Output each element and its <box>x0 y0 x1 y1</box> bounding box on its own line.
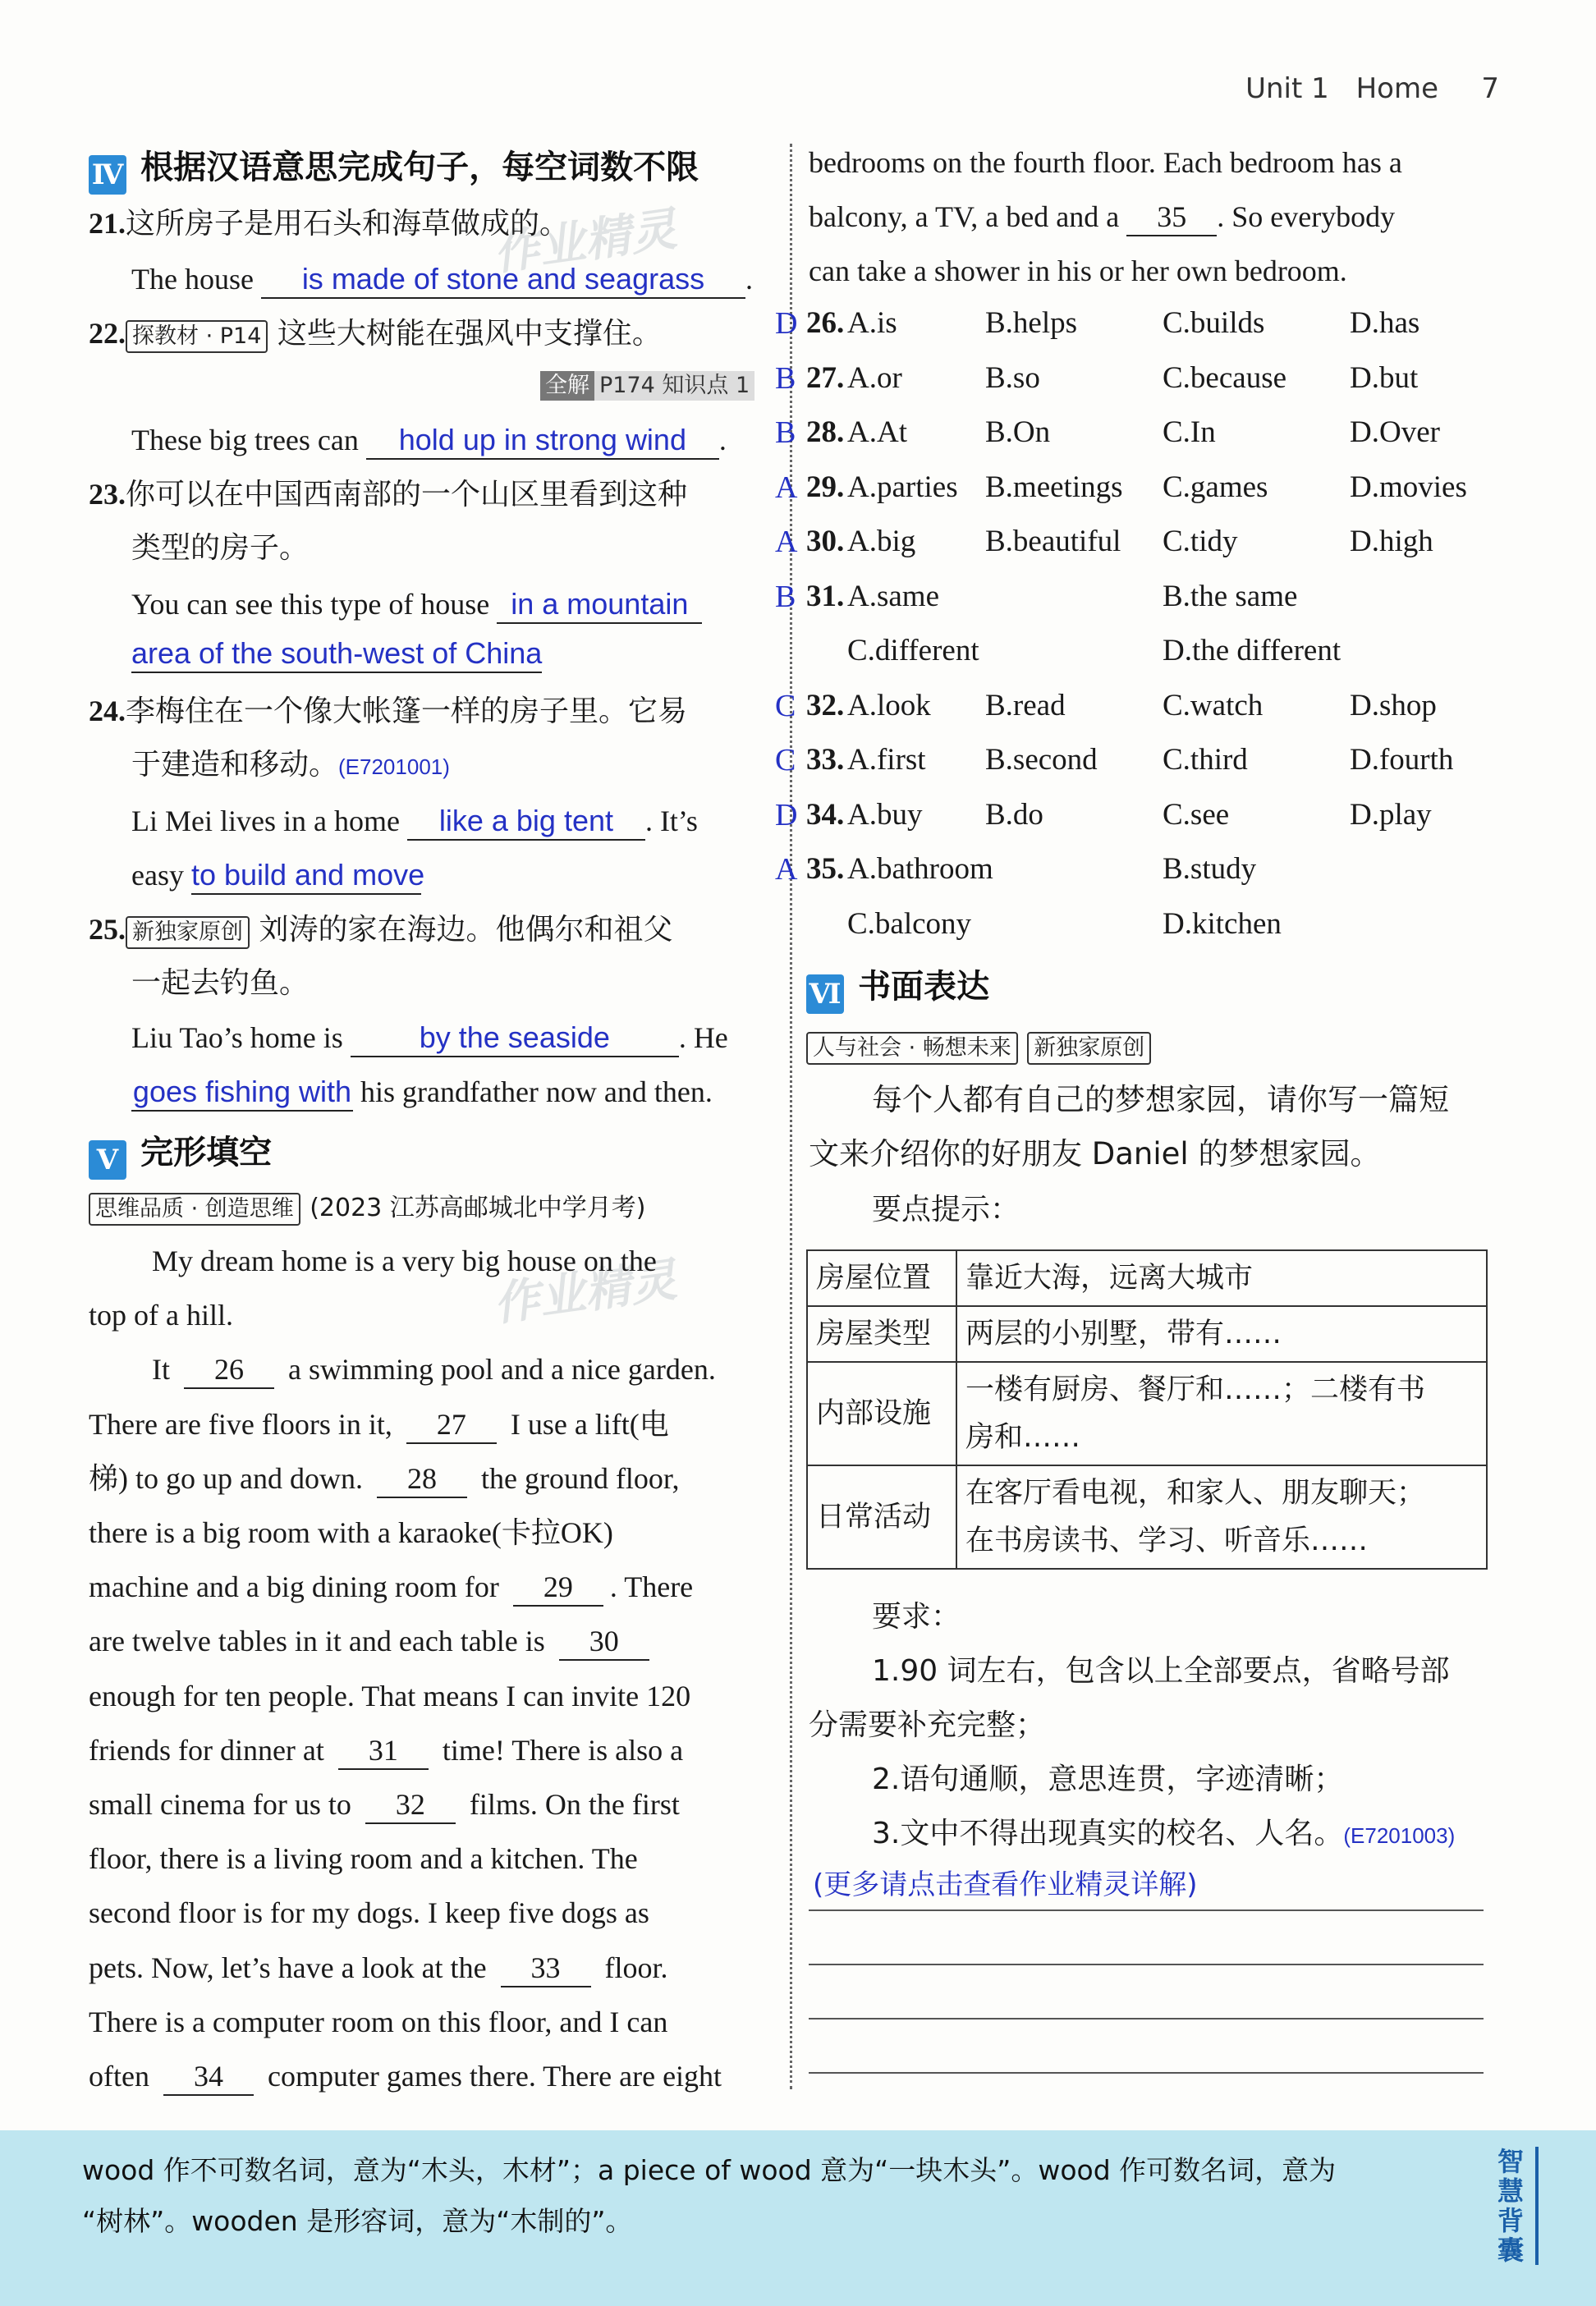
q23-sentence-cont <box>131 634 542 673</box>
q21-num: 21. <box>89 207 126 240</box>
option-a[interactable]: A.big <box>847 525 916 558</box>
question-number: 32. <box>806 688 845 722</box>
question-number: 26. <box>806 306 845 340</box>
q22-blank[interactable] <box>366 422 719 460</box>
q24-num: 24. <box>89 695 126 727</box>
passage-line: machine and a big dining room for 29 . There <box>89 1567 693 1607</box>
passage-line: are twelve tables in it and each table is 30 <box>89 1621 656 1661</box>
option-a[interactable]: A.bathroom <box>847 852 993 886</box>
option-d[interactable]: D.play <box>1350 797 1432 832</box>
option-c[interactable]: C.different <box>847 634 979 667</box>
unit-label: Unit 1 <box>1245 72 1329 105</box>
tip-label: 智慧背囊 <box>1493 2147 1539 2265</box>
q25-answer1: by the seaside <box>419 1020 610 1054</box>
requirement-3 <box>872 1814 1455 1855</box>
q24-sentence-cont <box>131 855 425 895</box>
option-b[interactable]: B.read <box>985 688 1066 722</box>
blank-33[interactable]: 33 <box>501 1950 591 1987</box>
option-c[interactable]: C.third <box>1163 743 1248 777</box>
passage-line: top of a hill. <box>89 1299 233 1332</box>
q21-post: . <box>745 263 753 296</box>
table-row <box>807 1362 1487 1465</box>
option-c[interactable]: C.In <box>1163 415 1216 449</box>
option-a[interactable]: A.buy <box>847 797 923 832</box>
blank-27[interactable]: 27 <box>406 1406 497 1444</box>
watermark: 作业精灵 <box>490 1253 681 1332</box>
q24-answer1: like a big tent <box>438 804 613 837</box>
table-key: 内部设施 <box>807 1362 956 1465</box>
option-b[interactable]: B.do <box>985 797 1043 832</box>
question-number: 28. <box>806 415 845 449</box>
q21-sentence <box>131 259 753 299</box>
option-d[interactable]: D.but <box>1350 360 1419 395</box>
points-table <box>806 1249 1488 1570</box>
blank-34[interactable]: 34 <box>163 2058 254 2096</box>
q24-pre: Li Mei lives in a home <box>131 805 400 837</box>
more-details-link[interactable]: (更多请点击查看作业精灵详解) <box>813 1868 1198 1901</box>
q25-num: 25. <box>89 913 126 946</box>
option-c[interactable]: C.watch <box>1163 688 1264 722</box>
section5-badge: Ⅴ <box>89 1140 126 1180</box>
section6-heading <box>806 960 989 1014</box>
section6-badge: Ⅵ <box>806 974 844 1014</box>
section6-tag1: 人与社会 · 畅想未来 <box>806 1032 1018 1065</box>
option-c[interactable]: C.tidy <box>1163 525 1238 558</box>
q23-answer2: area of the south-west of China <box>131 636 543 670</box>
q24-zh1: 李梅住在一个像大帐篷一样的房子里。它易 <box>126 695 688 728</box>
section4-badge: Ⅳ <box>89 155 126 195</box>
option-a[interactable]: A.same <box>847 579 939 613</box>
answer-letter: B <box>775 415 796 450</box>
q24-question <box>89 691 687 731</box>
table-value: 两层的小别墅，带有…… <box>956 1306 1487 1362</box>
question-number: 35. <box>806 852 845 886</box>
option-b[interactable]: B.helps <box>985 306 1078 340</box>
q25-tag: 新独家原创 <box>126 916 250 949</box>
passage-line: floor, there is a living room and a kitchen. The <box>89 1842 638 1876</box>
q25-sentence <box>131 1018 728 1057</box>
answer-letter: D <box>775 797 798 832</box>
requirement-3-text: 3.文中不得出现真实的校名、人名。 <box>872 1817 1344 1850</box>
q23-sentence <box>131 585 702 624</box>
q25-zh-cont: 一起去钓鱼。 <box>131 966 310 1000</box>
section6-tags <box>806 1026 1151 1066</box>
passage-line: small cinema for us to 32 films. On the first <box>89 1785 680 1824</box>
option-b[interactable]: B.On <box>985 415 1051 449</box>
q25-question <box>89 910 672 950</box>
passage-line: There are five floors in it, 27 I use a lift(电 <box>89 1405 669 1444</box>
writing-line[interactable] <box>809 1964 1484 1965</box>
q24-zh-cont <box>131 745 450 786</box>
writing-line[interactable] <box>809 2072 1484 2074</box>
question-number: 27. <box>806 360 845 395</box>
q23-pre: You can see this type of house <box>131 588 490 621</box>
q21-pre: The house <box>131 263 254 296</box>
table-value: 靠近大海，远离大城市 <box>956 1250 1487 1306</box>
tip-text <box>82 2145 1412 2247</box>
answer-letter: C <box>775 688 796 723</box>
q24-sentence <box>131 801 698 841</box>
option-b[interactable]: B.so <box>985 360 1040 395</box>
passage-cont-2-post: . So everybody <box>1217 200 1396 233</box>
section5-source <box>89 1187 646 1228</box>
option-a[interactable]: A.parties <box>847 470 958 504</box>
section4-heading <box>89 141 699 195</box>
question-number: 29. <box>806 470 845 504</box>
requirement-3-code: (E7201003) <box>1343 1823 1456 1848</box>
q24-code: (E7201001) <box>338 754 450 779</box>
q24-zh2: 于建造和移动。 <box>131 748 339 782</box>
table-row <box>807 1250 1487 1306</box>
q25-blank1[interactable] <box>351 1020 679 1057</box>
q23-question <box>89 474 687 515</box>
option-b[interactable]: B.beautiful <box>985 525 1121 558</box>
q22-num: 22. <box>89 317 126 350</box>
q21-answer: is made of stone and seagrass <box>301 262 705 296</box>
option-c[interactable]: C.see <box>1163 797 1230 832</box>
option-a[interactable]: A.At <box>847 415 907 449</box>
passage-cont-2-pre: balcony, a TV, a bed and a <box>809 200 1120 233</box>
section5-title: 完形填空 <box>140 1134 273 1171</box>
option-c[interactable]: C.balcony <box>847 906 972 941</box>
option-a[interactable]: A.first <box>847 743 926 777</box>
option-d[interactable]: D.movies <box>1350 470 1467 504</box>
q22-ref <box>540 371 754 401</box>
q23-blank2[interactable] <box>131 635 542 673</box>
q25-zh1: 刘涛的家在海边。他偶尔和祖父 <box>259 913 673 947</box>
q25-mid: . He <box>678 1021 728 1054</box>
tip-line-2: “树林”。wooden 是形容词，意为“木制的”。 <box>82 2205 633 2237</box>
blank-30[interactable]: 30 <box>559 1623 649 1661</box>
answer-letter: B <box>775 579 796 614</box>
q22-pre: These big trees can <box>131 424 359 456</box>
option-d[interactable]: D.kitchen <box>1163 906 1282 941</box>
q21-question <box>89 204 569 244</box>
option-c[interactable]: C.builds <box>1163 306 1265 340</box>
passage-cont-1: bedrooms on the fourth floor. Each bedroom has a <box>809 146 1402 179</box>
answer-letter: C <box>775 743 796 777</box>
answer-letter: A <box>775 470 798 505</box>
prompt-line-1: 每个人都有自己的梦想家园，请你写一篇短 <box>872 1082 1449 1117</box>
answer-letter: B <box>775 360 796 396</box>
option-d[interactable]: D.shop <box>1350 688 1437 722</box>
page-number: 7 <box>1481 72 1499 105</box>
requirements-label: 要求： <box>872 1600 961 1634</box>
option-a[interactable]: A.look <box>847 688 931 722</box>
question-number: 31. <box>806 579 845 613</box>
q22-sentence <box>131 420 727 460</box>
option-d[interactable]: D.fourth <box>1350 743 1454 777</box>
section5-source-text: (2023 江苏高邮城北中学月考) <box>310 1194 646 1222</box>
q23-blank1[interactable] <box>497 586 702 624</box>
q22-tag: 探教材 · P14 <box>126 320 268 353</box>
q24-blank2[interactable] <box>190 857 425 895</box>
option-b[interactable]: B.meetings <box>985 470 1123 504</box>
table-value <box>956 1465 1487 1569</box>
option-d[interactable]: D.has <box>1350 306 1420 340</box>
passage-line: enough for ten people. That means I can invite 120 <box>89 1679 691 1712</box>
option-a[interactable]: A.is <box>847 306 897 340</box>
q24-answer2: to build and move <box>190 858 425 892</box>
passage-line: My dream home is a very big house on the <box>152 1245 657 1277</box>
q22-zh: 这些大树能在强风中支撑住。 <box>277 317 662 351</box>
passage-line: It 26 a swimming pool and a nice garden. <box>152 1350 716 1389</box>
table-value <box>956 1362 1487 1465</box>
q21-zh: 这所房子是用石头和海草做成的。 <box>126 207 570 241</box>
passage-line: There is a computer room on this floor, and I can <box>89 2005 668 2038</box>
option-c[interactable]: C.games <box>1163 470 1268 504</box>
table-value-line2: 在书房读书、学习、听音乐…… <box>965 1524 1369 1557</box>
question-number: 30. <box>806 525 845 558</box>
table-value-line1: 一楼有厨房、餐厅和……；二楼有书 <box>965 1373 1426 1406</box>
q22-question <box>89 314 662 354</box>
q25-blank2[interactable] <box>131 1074 353 1112</box>
option-b[interactable]: B.study <box>1163 852 1257 886</box>
q23-zh1: 你可以在中国西南部的一个山区里看到这种 <box>126 478 688 511</box>
passage-line: often 34 computer games there. There are eight <box>89 2056 722 2096</box>
q24-pre2: easy <box>131 859 184 892</box>
answer-letter: A <box>775 852 798 887</box>
option-b[interactable]: B.the same <box>1163 579 1298 613</box>
q23-answer1: in a mountain <box>511 587 689 621</box>
writing-line[interactable] <box>809 1909 1484 1911</box>
q22-ref-label: 全解 <box>540 371 594 401</box>
option-a[interactable]: A.or <box>847 360 902 395</box>
table-key: 房屋类型 <box>807 1306 956 1362</box>
blank-26[interactable]: 26 <box>184 1351 274 1389</box>
passage-cont-2 <box>809 197 1395 236</box>
table-value-line2: 房和…… <box>965 1421 1081 1454</box>
passage-line: second floor is for my dogs. I keep five dogs as <box>89 1896 649 1930</box>
passage-line: 梯) to go up and down. 28 the ground floor, <box>89 1459 679 1498</box>
page-header <box>1227 72 1488 105</box>
option-d[interactable]: D.the different <box>1163 634 1341 667</box>
q23-zh-cont: 类型的房子。 <box>131 531 310 565</box>
question-number: 34. <box>806 797 845 832</box>
blank-32[interactable]: 32 <box>365 1786 456 1824</box>
unit-title: Home <box>1355 72 1438 105</box>
q25-pre: Liu Tao’s home is <box>131 1021 343 1054</box>
tip-box <box>0 2130 1596 2306</box>
option-d[interactable]: D.high <box>1350 525 1433 558</box>
section6-title: 书面表达 <box>858 968 990 1006</box>
blank-35[interactable]: 35 <box>1126 199 1217 236</box>
table-value-line1: 在客厅看电视，和家人、朋友聊天； <box>965 1477 1426 1510</box>
table-key: 房屋位置 <box>807 1250 956 1306</box>
passage-line: pets. Now, let’s have a look at the 33 floor. <box>89 1948 668 1987</box>
q24-mid: . It’s <box>644 805 698 837</box>
prompt-line-2: 文来介绍你的好朋友 Daniel 的梦想家园。 <box>809 1136 1381 1171</box>
q25-post: his grandfather now and then. <box>360 1075 713 1108</box>
section4-title: 根据汉语意思完成句子，每空词数不限 <box>140 149 699 186</box>
requirement-1b: 分需要补充完整； <box>809 1708 1046 1742</box>
blank-28[interactable]: 28 <box>377 1460 467 1498</box>
blank-29[interactable]: 29 <box>513 1569 603 1607</box>
hint-label: 要点提示： <box>872 1193 1020 1226</box>
watermark: 作业精灵 <box>490 202 681 282</box>
table-row <box>807 1306 1487 1362</box>
writing-line[interactable] <box>809 2018 1484 2019</box>
table-key: 日常活动 <box>807 1465 956 1569</box>
q22-answer: hold up in strong wind <box>398 423 686 456</box>
q25-sentence-cont <box>131 1072 713 1112</box>
passage-cont-3: can take a shower in his or her own bedroom. <box>809 254 1347 287</box>
requirement-1a: 1.90 词左右，包含以上全部要点，省略号部 <box>872 1654 1450 1688</box>
answer-letter: A <box>775 525 798 559</box>
requirement-2: 2.语句通顺，意思连贯，字迹清晰； <box>872 1763 1344 1796</box>
option-d[interactable]: D.Over <box>1350 415 1440 449</box>
q22-ref-point: P174 知识点 1 <box>594 371 754 401</box>
option-c[interactable]: C.because <box>1163 360 1287 395</box>
answer-letter: D <box>775 306 798 341</box>
passage-line: friends for dinner at 31 time! There is also a <box>89 1731 683 1770</box>
table-row <box>807 1465 1487 1569</box>
q24-blank1[interactable] <box>407 803 645 841</box>
passage-line: there is a big room with a karaoke(卡拉OK) <box>89 1516 613 1549</box>
q22-post: . <box>718 424 727 456</box>
q21-blank[interactable] <box>261 261 745 299</box>
q23-num: 23. <box>89 478 126 511</box>
section6-tag2: 新独家原创 <box>1027 1032 1151 1065</box>
section5-tag: 思维品质 · 创造思维 <box>89 1193 300 1226</box>
option-b[interactable]: B.second <box>985 743 1098 777</box>
question-number: 33. <box>806 743 845 777</box>
tip-line-1: wood 作不可数名词，意为“木头，木材”；a piece of wood 意为“一块木头”。wood 作可数名词，意为 <box>82 2154 1337 2186</box>
q25-answer2: goes fishing with <box>132 1075 352 1108</box>
section5-heading <box>89 1126 272 1180</box>
blank-31[interactable]: 31 <box>338 1732 429 1770</box>
